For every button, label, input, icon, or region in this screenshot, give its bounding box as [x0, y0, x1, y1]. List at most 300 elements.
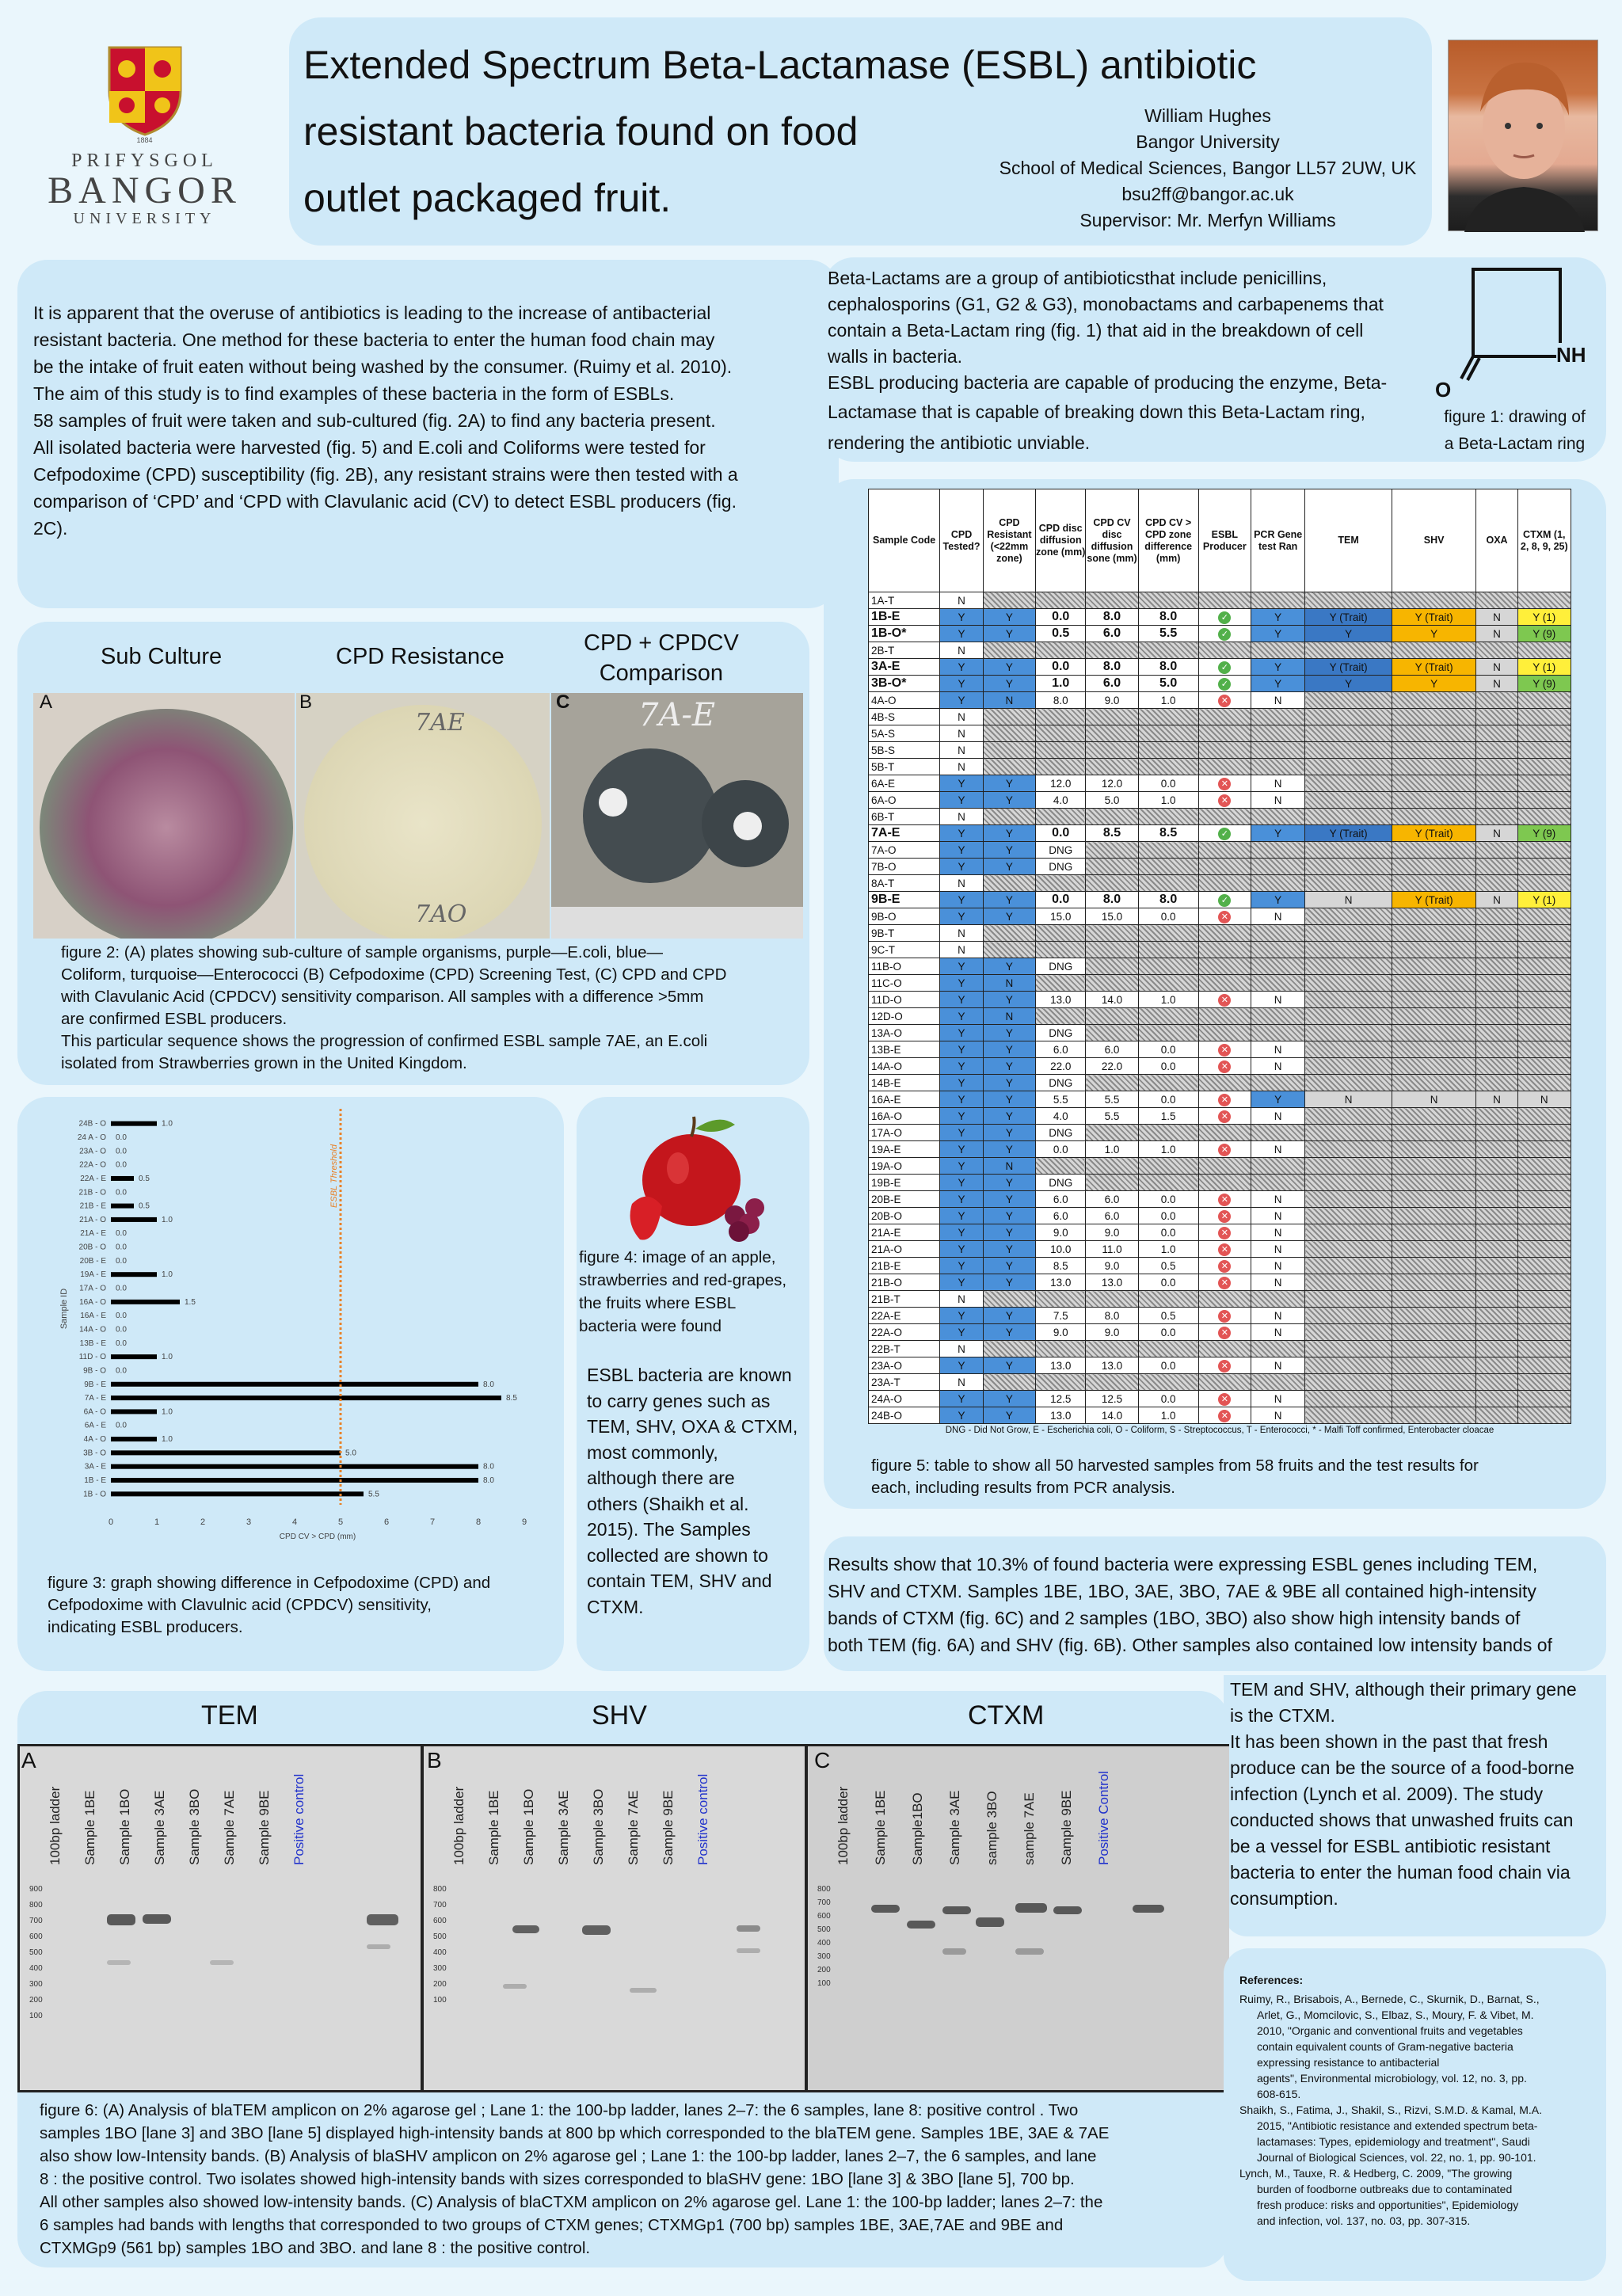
table-cell	[1198, 975, 1251, 992]
author-school: School of Medical Sciences, Bangor LL57 2UW, UK	[999, 158, 1417, 178]
table-cell: 22.0	[1035, 1058, 1086, 1075]
table-cell	[1251, 709, 1305, 725]
table-cell	[1035, 1341, 1086, 1357]
table-cell: Y	[983, 1324, 1035, 1341]
fig6-caption-line-5: All other samples also showed low-intensity bands. (C) Analysis of blaCTXM amplicon on 2% agarose gel. Lane 1: the 100-bp ladder; lanes 2–7: the	[40, 2193, 1103, 2211]
table-row	[869, 1407, 1571, 1424]
author-photo	[1448, 40, 1598, 231]
table-cell: 20B-O	[869, 1208, 940, 1224]
table-cell: N	[1476, 825, 1517, 842]
table-cell: 11C-O	[869, 975, 940, 992]
table-row	[869, 1125, 1571, 1141]
chart-data-label: 0.0	[116, 1243, 127, 1252]
cross-icon: ✕	[1218, 911, 1231, 923]
table-cell	[1305, 1191, 1392, 1208]
cross-icon: ✕	[1218, 1194, 1231, 1206]
table-cell	[983, 925, 1035, 942]
fig4-text-line-8: collected are shown to	[587, 1544, 768, 1566]
chart-category-label: 9B - O	[83, 1366, 106, 1376]
table-cell	[1251, 1158, 1305, 1175]
table-cell	[1517, 1291, 1571, 1308]
results-table-wrap	[868, 489, 1571, 1435]
table-body	[869, 592, 1571, 1424]
table-cell	[1392, 1374, 1476, 1391]
table-cell	[1517, 1175, 1571, 1191]
table-cell: Y	[940, 892, 984, 908]
gel-ladder-label: 700	[817, 1898, 831, 1907]
table-cell: Y	[983, 775, 1035, 792]
fig6-caption-line-6: 6 samples had bands with lengths that corresponded to two groups of CTXM genes; CTXMGp1 (700 bp) samples 1BE, 3AE,7AE and 9BE and	[40, 2216, 1064, 2234]
table-cell	[1392, 1324, 1476, 1341]
table-cell	[1476, 1407, 1517, 1424]
table-cell: 12.5	[1086, 1391, 1138, 1407]
table-row	[869, 1208, 1571, 1224]
gel-ladder-label: 100	[29, 2012, 43, 2020]
table-cell	[1517, 975, 1571, 992]
table-cell	[1476, 1208, 1517, 1224]
table-cell: Y	[983, 1075, 1035, 1091]
fig4-caption-line-3: the fruits where ESBL	[579, 1294, 737, 1312]
check-icon: ✓	[1218, 678, 1231, 691]
table-cell: 0.5	[1035, 626, 1086, 642]
fig6-caption-line-2: samples 1BO [lane 3] and 3BO [lane 5] displayed high-intensity bands at 800 bp which corresponded to the blaTEM gene. Samples 1BE, 3AE & 7AE	[40, 2124, 1110, 2142]
table-cell	[983, 809, 1035, 825]
table-row	[869, 1158, 1571, 1175]
table-cell: Y	[940, 958, 984, 975]
table-cell: 5.0	[1138, 676, 1198, 692]
table-header-7: PCR Gene test Ran	[1251, 489, 1305, 592]
table-cell	[1305, 1175, 1392, 1191]
table-cell	[1086, 958, 1138, 975]
table-row	[869, 1224, 1571, 1241]
chart-bar	[111, 1382, 478, 1387]
table-cell	[1305, 1391, 1392, 1407]
table-cell	[1086, 725, 1138, 742]
table-cell	[1086, 875, 1138, 892]
results-cont-line-5: infection (Lynch et al. 2009). The study	[1230, 1784, 1544, 1804]
table-cell	[1138, 1341, 1198, 1357]
fig4-text-line-10: CTXM.	[587, 1596, 644, 1617]
table-cell: 0.0	[1035, 659, 1086, 676]
table-cell: Y	[940, 825, 984, 842]
table-cell: 19A-O	[869, 1158, 940, 1175]
table-cell	[1138, 958, 1198, 975]
table-row	[869, 1041, 1571, 1058]
table-cell	[1392, 1108, 1476, 1125]
gel-ladder-label: 600	[433, 1917, 447, 1925]
chart-x-tick: 9	[521, 1517, 527, 1527]
gel-lane-label: Sample 7AE	[222, 1790, 237, 1865]
table-cell: Y	[983, 1175, 1035, 1191]
table-cell	[1517, 709, 1571, 725]
table-cell	[1517, 792, 1571, 809]
table-cell	[1251, 592, 1305, 609]
table-cell	[1251, 1075, 1305, 1091]
table-cell: Y	[1251, 659, 1305, 676]
table-cell	[1086, 925, 1138, 942]
table-cell	[1392, 842, 1476, 859]
table-cell	[1517, 1407, 1571, 1424]
table-cell: 5B-T	[869, 759, 940, 775]
table-cell	[1198, 1091, 1251, 1108]
table-cell: Y	[983, 1274, 1035, 1291]
reference-line: fresh produce: risks and opportunities", Epidemiology	[1257, 2199, 1519, 2211]
chart-category-label: 21B - E	[79, 1201, 106, 1211]
table-cell	[1305, 1041, 1392, 1058]
table-cell: 8A-T	[869, 875, 940, 892]
ring-nh-label: NH	[1556, 343, 1586, 367]
chart-x-axis-label: CPD CV > CPD (mm)	[279, 1533, 356, 1540]
table-cell	[1517, 1324, 1571, 1341]
reference-line: Arlet, G., Momcilovic, S., Elbaz, S., Moury, F. & Vibet, M.	[1257, 2009, 1534, 2021]
chart-bar	[111, 1217, 157, 1222]
table-cell	[1198, 1075, 1251, 1091]
table-cell	[1305, 992, 1392, 1008]
table-cell	[1517, 842, 1571, 859]
table-cell: 7.5	[1035, 1308, 1086, 1324]
table-cell	[1517, 1075, 1571, 1091]
table-cell	[1035, 925, 1086, 942]
fig2-header-subculture: Sub Culture	[101, 644, 223, 669]
table-cell	[1476, 725, 1517, 742]
gel-lane-label: Positive control	[695, 1773, 710, 1865]
table-row	[869, 975, 1571, 992]
table-cell	[1305, 1324, 1392, 1341]
gel-band	[143, 1914, 171, 1924]
chart-bar	[111, 1395, 501, 1400]
table-cell: 22.0	[1086, 1058, 1138, 1075]
table-cell: 0.0	[1138, 1091, 1198, 1108]
table-cell	[1517, 1041, 1571, 1058]
table-cell	[1198, 659, 1251, 676]
chart-data-label: 0.0	[116, 1421, 127, 1430]
table-header-9: SHV	[1392, 489, 1476, 592]
table-cell: 9.0	[1035, 1224, 1086, 1241]
fig6-title-shv: SHV	[592, 1700, 647, 1731]
table-cell: Y	[983, 1208, 1035, 1224]
table-cell: Y	[983, 792, 1035, 809]
table-cell: 1.0	[1138, 1407, 1198, 1424]
table-cell	[1198, 892, 1251, 908]
table-cell	[1035, 709, 1086, 725]
table-cell: Y	[983, 825, 1035, 842]
table-cell: DNG	[1035, 1175, 1086, 1191]
fig4-text-line-7: 2015). The Samples	[587, 1519, 751, 1540]
gel-ladder-label: 600	[817, 1912, 831, 1921]
table-cell: 8.0	[1086, 1308, 1138, 1324]
gel-ladder-label: 300	[433, 1964, 447, 1973]
cross-icon: ✕	[1218, 1094, 1231, 1106]
results-line-1: Results show that 10.3% of found bacteria were expressing ESBL genes including TEM,	[828, 1554, 1538, 1574]
author-email: bsu2ff@bangor.ac.uk	[1121, 184, 1294, 204]
fig6-panel	[17, 1691, 1229, 2267]
gel-band	[942, 1906, 971, 1914]
table-cell: N	[1251, 1041, 1305, 1058]
table-cell: Y	[1251, 825, 1305, 842]
table-cell	[983, 642, 1035, 659]
table-cell: Y	[940, 1224, 984, 1241]
logo-line-2: BANGOR	[48, 169, 242, 211]
table-cell: N	[1251, 1191, 1305, 1208]
table-cell	[1476, 1308, 1517, 1324]
table-cell: 2B-T	[869, 642, 940, 659]
chart-bar	[111, 1204, 134, 1209]
table-row	[869, 759, 1571, 775]
table-cell	[1305, 975, 1392, 992]
table-cell: 8.0	[1035, 692, 1086, 709]
logo-year: 1884	[136, 136, 153, 144]
table-cell: 0.5	[1138, 1258, 1198, 1274]
table-cell	[1476, 1025, 1517, 1041]
table-cell	[1392, 1291, 1476, 1308]
plate-a-letter: A	[40, 693, 53, 713]
table-cell: 21B-E	[869, 1258, 940, 1274]
table-cell	[1517, 908, 1571, 925]
table-cell	[1392, 1407, 1476, 1424]
table-cell	[1476, 692, 1517, 709]
table-row	[869, 875, 1571, 892]
table-cell: Y	[983, 1357, 1035, 1374]
gel-ladder-label: 100	[817, 1979, 831, 1988]
table-cell: N	[1251, 1391, 1305, 1407]
chart-category-label: 1B - O	[83, 1490, 106, 1499]
table-cell: N	[940, 1341, 984, 1357]
table-cell: Y	[983, 1224, 1035, 1241]
table-cell: 13.0	[1035, 1407, 1086, 1424]
results-line-3: bands of CTXM (fig. 6C) and 2 samples (1BO, 3BO) also show high intensity bands of	[828, 1608, 1521, 1628]
gel-ladder-label: 400	[433, 1948, 447, 1957]
table-cell	[1086, 1075, 1138, 1091]
table-cell	[1138, 1125, 1198, 1141]
table-cell	[1476, 1374, 1517, 1391]
table-row	[869, 609, 1571, 626]
fig4-caption-line-1: figure 4: image of an apple,	[579, 1248, 776, 1266]
results-cont-panel	[1224, 1675, 1606, 1936]
table-cell	[1392, 1058, 1476, 1075]
fig4-text-line-5: although there are	[587, 1468, 735, 1488]
chart-bar	[111, 1491, 364, 1496]
results-cont-line-8: bacteria to enter the human food chain via	[1230, 1862, 1571, 1883]
table-cell	[1517, 1141, 1571, 1158]
table-cell: 20B-E	[869, 1191, 940, 1208]
table-cell	[1138, 975, 1198, 992]
table-cell: 9.0	[1086, 1324, 1138, 1341]
table-cell	[1305, 1291, 1392, 1308]
cross-icon: ✕	[1218, 1310, 1231, 1323]
plate-c-label: 7A-E	[638, 697, 716, 733]
fig4-text-line-3: TEM, SHV, OXA & CTXM,	[587, 1416, 798, 1437]
reference-line: burden of foodborne outbreaks due to contaminated	[1257, 2183, 1513, 2195]
table-cell	[1138, 742, 1198, 759]
table-cell	[1392, 875, 1476, 892]
table-cell: N	[940, 725, 984, 742]
table-header-0: Sample Code	[869, 489, 940, 592]
table-cell: 6A-E	[869, 775, 940, 792]
fig6-caption-line-1: figure 6: (A) Analysis of blaTEM amplicon on 2% agarose gel ; Lane 1: the 100-bp ladder, lanes 2–7: the 6 samples, lane 8: positive control . Two	[40, 2101, 1079, 2119]
table-cell	[1517, 1341, 1571, 1357]
table-cell: 0.0	[1138, 1041, 1198, 1058]
cross-icon: ✕	[1218, 1260, 1231, 1273]
gel-band	[107, 1914, 135, 1925]
table-cell: Y (1)	[1517, 659, 1571, 676]
table-cell: 7A-O	[869, 842, 940, 859]
table-cell	[1138, 1291, 1198, 1308]
table-row	[869, 1341, 1571, 1357]
table-row	[869, 1241, 1571, 1258]
table-cell	[1517, 992, 1571, 1008]
table-cell: 0.0	[1035, 609, 1086, 626]
table-cell	[1198, 692, 1251, 709]
table-cell	[1392, 1191, 1476, 1208]
fig2-caption-line-4: are confirmed ESBL producers.	[61, 1010, 287, 1028]
table-cell: 0.0	[1138, 1224, 1198, 1241]
gel-ladder-label: 300	[817, 1952, 831, 1961]
chart-data-label: 0.0	[116, 1188, 127, 1197]
references-panel	[1224, 1948, 1606, 2281]
chart-category-label: 24 A - O	[77, 1133, 106, 1142]
threshold-label: ESBL Threshold	[329, 1144, 339, 1208]
gel-band	[942, 1948, 966, 1955]
table-cell	[1198, 626, 1251, 642]
table-cell	[1305, 1341, 1392, 1357]
table-cell	[983, 592, 1035, 609]
table-cell	[1251, 942, 1305, 958]
fig5-caption-line-2: each, including results from PCR analysis.	[871, 1479, 1175, 1497]
table-cell	[1305, 1058, 1392, 1075]
table-cell	[1198, 1341, 1251, 1357]
chart-data-label: 0.0	[116, 1133, 127, 1142]
table-cell: 0.0	[1138, 1208, 1198, 1224]
table-row	[869, 1357, 1571, 1374]
beta-line-7: rendering the antibiotic unviable.	[828, 432, 1091, 453]
table-cell: 1.0	[1035, 676, 1086, 692]
gel-ladder-label: 400	[817, 1939, 831, 1948]
gel-band	[871, 1905, 900, 1913]
table-cell: Y	[940, 992, 984, 1008]
table-cell: Y	[1251, 892, 1305, 908]
table-row	[869, 1258, 1571, 1274]
fig2-caption	[61, 942, 798, 1075]
gel-band	[1053, 1906, 1082, 1914]
table-cell	[1476, 1191, 1517, 1208]
table-row	[869, 709, 1571, 725]
table-cell	[1476, 992, 1517, 1008]
table-cell: Y	[983, 1308, 1035, 1324]
chart-category-label: 4A - O	[83, 1435, 106, 1445]
table-cell: Y (Trait)	[1392, 609, 1476, 626]
gel-lane-label: Sample 7AE	[626, 1790, 641, 1865]
table-cell	[1251, 958, 1305, 975]
table-cell: 13.0	[1035, 1357, 1086, 1374]
table-cell	[1086, 1158, 1138, 1175]
chart-x-tick: 3	[246, 1517, 252, 1527]
plate-b-label-top: 7AE	[415, 709, 465, 737]
table-cell	[1305, 725, 1392, 742]
gel-lane-label: Sample 3AE	[947, 1790, 962, 1865]
chart-bar	[111, 1464, 478, 1469]
table-cell: Y	[940, 1025, 984, 1041]
table-cell	[1476, 1357, 1517, 1374]
plate-b-photo	[296, 693, 550, 939]
chart-data-label: 8.0	[483, 1462, 494, 1472]
table-cell	[1198, 792, 1251, 809]
table-cell	[1392, 1141, 1476, 1158]
table-cell: Y (Trait)	[1305, 659, 1392, 676]
table-cell	[1517, 1374, 1571, 1391]
table-cell	[1198, 1208, 1251, 1224]
gel-a	[17, 1744, 423, 2092]
table-cell: 21A-E	[869, 1224, 940, 1241]
table-cell	[1476, 958, 1517, 975]
table-cell	[1392, 792, 1476, 809]
check-icon: ✓	[1218, 828, 1231, 840]
gel-lane-label: Sample 3AE	[556, 1790, 571, 1865]
table-cell	[1476, 942, 1517, 958]
table-cell: 6.0	[1086, 1191, 1138, 1208]
table-cell	[1305, 1308, 1392, 1324]
table-cell	[1305, 1374, 1392, 1391]
table-cell	[1476, 792, 1517, 809]
table-cell: 14.0	[1086, 1407, 1138, 1424]
table-header-4: CPD CV disc diffusion sone (mm)	[1086, 489, 1138, 592]
table-cell: 8.0	[1138, 892, 1198, 908]
table-cell: N	[1251, 1308, 1305, 1324]
chart-category-label: 16A - E	[80, 1312, 106, 1321]
table-cell	[1198, 1274, 1251, 1291]
table-cell: 23A-T	[869, 1374, 940, 1391]
table-cell	[1086, 709, 1138, 725]
table-cell	[1392, 942, 1476, 958]
chart-data-label: 8.0	[483, 1380, 494, 1389]
chart-data-label: 1.0	[162, 1119, 173, 1129]
fig3-caption-line-1: figure 3: graph showing difference in Cefpodoxime (CPD) and	[48, 1574, 491, 1592]
table-cell: 13.0	[1035, 1274, 1086, 1291]
table-cell: Y	[940, 626, 984, 642]
table-cell: Y	[983, 1125, 1035, 1141]
table-cell: 22A-O	[869, 1324, 940, 1341]
gel-lane-label: Sample 3AE	[152, 1790, 167, 1865]
table-cell: N	[1251, 1208, 1305, 1224]
gel-lane-label: 100bp ladder	[48, 1786, 63, 1865]
table-cell	[1476, 1158, 1517, 1175]
table-row	[869, 1175, 1571, 1191]
chart-x-tick: 0	[108, 1517, 114, 1527]
table-cell: N	[1251, 692, 1305, 709]
fig1-caption	[1430, 404, 1600, 458]
table-cell: 1.5	[1138, 1108, 1198, 1125]
check-icon: ✓	[1218, 611, 1231, 624]
table-row	[869, 692, 1571, 709]
table-cell	[1035, 642, 1086, 659]
table-row	[869, 725, 1571, 742]
table-cell: Y	[940, 1058, 984, 1075]
chart-bar	[111, 1354, 157, 1359]
chart-category-label: 13B - E	[79, 1338, 106, 1348]
table-row	[869, 1191, 1571, 1208]
table-cell	[1251, 1008, 1305, 1025]
chart-data-label: 5.5	[368, 1490, 379, 1499]
intro-line-5: 58 samples of fruit were taken and sub-cultured (fig. 2A) to find any bacteria present.	[33, 410, 716, 431]
crest-icon	[105, 44, 185, 139]
table-cell: 3A-E	[869, 659, 940, 676]
table-cell: DNG	[1035, 859, 1086, 875]
table-row	[869, 1274, 1571, 1291]
chart-bar	[111, 1121, 157, 1126]
fig2-header-comparison	[584, 628, 739, 688]
reference-line: expressing resistance to antibacterial	[1257, 2056, 1440, 2069]
table-cell: 5.0	[1086, 792, 1138, 809]
cross-icon: ✕	[1218, 1327, 1231, 1339]
